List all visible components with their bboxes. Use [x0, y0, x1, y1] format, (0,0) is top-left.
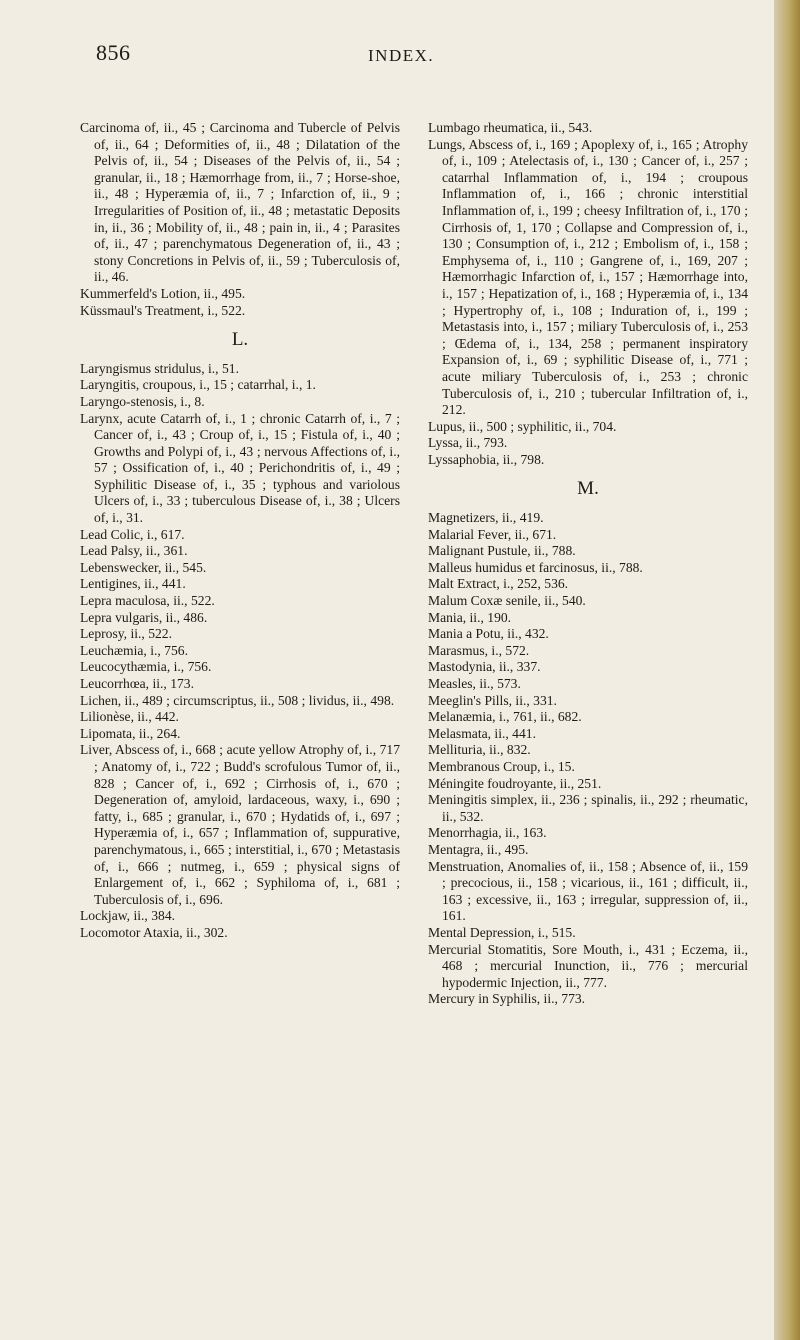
index-entry: Leucocythæmia, i., 756.	[80, 659, 212, 675]
index-entry-larynx: Larynx, acute Catarrh of, i., 1 ; chronic Catarrh of, i., 7 ; Cancer of, i., 43 ; Croup of, i., 15 ; Fistula of, i., 40 ; Growths and Polypi of, i., 43 ; nervous Affections of, i., 57 ; Ossification of, i., 40 ; Perichondritis of, i., 49 ; Syphilitic Disease of, i., 35 ; typhous and variolous Ulcers of, i., 33 ; tuberculous Disease of, i., 38 ; Ulcers of, i., 31.	[80, 410, 400, 526]
index-entry: Melasmata, ii., 441.	[428, 725, 536, 741]
index-entry: Lead Palsy, ii., 361.	[80, 543, 188, 559]
index-entry: Mania, ii., 190.	[428, 609, 512, 625]
section-letter-l: L.	[231, 329, 249, 351]
page-number: 856	[96, 40, 131, 65]
index-entry: Mercurial Stomatitis, Sore Mouth, i., 431 ; Eczema, ii., 468 ; mercurial Inunction, ii., 776 ; mercurial hypodermic Injection, ii., 777.	[428, 941, 748, 990]
index-entry: Lupus, ii., 500 ; syphilitic, ii., 704.	[428, 418, 617, 434]
index-entry: Marasmus, i., 572.	[428, 642, 530, 658]
index-entry: Leprosy, ii., 522.	[80, 626, 172, 642]
index-entry: Laryngismus stridulus, i., 51.	[80, 360, 239, 376]
index-entry: Mellituria, ii., 832.	[428, 742, 531, 758]
index-column-left	[80, 120, 400, 942]
index-entry: Küssmaul's Treatment, i., 522.	[80, 302, 246, 318]
index-entry: Magnetizers, ii., 419.	[428, 510, 544, 526]
index-entry: Lipomata, ii., 264.	[80, 725, 181, 741]
index-entry: Lepra vulgaris, ii., 486.	[80, 609, 208, 625]
index-entry: Lichen, ii., 489 ; circumscriptus, ii., 508 ; lividus, ii., 498.	[80, 692, 395, 708]
index-entry: Laryngo-stenosis, i., 8.	[80, 393, 205, 409]
index-entry: Leuchæmia, i., 756.	[80, 642, 188, 658]
index-entry: Melanæmia, i., 761, ii., 682.	[428, 709, 582, 725]
index-entry-menstruation: Menstruation, Anomalies of, ii., 158 ; Absence of, ii., 159 ; precocious, ii., 158 ; vicarious, ii., 161 ; difficult, ii., 163 ; excessive, ii., 163 ; irregular, suppression of, ii., 161.	[428, 858, 748, 924]
index-entry: Malt Extract, i., 252, 536.	[428, 576, 569, 592]
index-entry: Lumbago rheumatica, ii., 543.	[428, 120, 593, 135]
index-entry: Malleus humidus et farcinosus, ii., 788.	[428, 559, 643, 575]
index-entry: Membranous Croup, i., 15.	[428, 758, 575, 774]
index-entry: Lebenswecker, ii., 545.	[80, 559, 207, 575]
index-entry: Mastodynia, ii., 337.	[428, 659, 541, 675]
index-entry: Mentagra, ii., 495.	[428, 841, 529, 857]
index-entry: Malignant Pustule, ii., 788.	[428, 543, 576, 559]
index-entry: Kummerfeld's Lotion, ii., 495.	[80, 285, 246, 301]
index-entry: Lentigines, ii., 441.	[80, 576, 186, 592]
index-entry: Lyssa, ii., 793.	[428, 435, 508, 451]
index-entry: Mercury in Syphilis, ii., 773.	[428, 991, 586, 1007]
index-entry: Mental Depression, i., 515.	[428, 924, 576, 940]
index-entry: Meningitis simplex, ii., 236 ; spinalis, ii., 292 ; rheumatic, ii., 532.	[428, 792, 748, 824]
index-entry: Measles, ii., 573.	[428, 676, 521, 691]
index-entry: Lepra maculosa, ii., 522.	[80, 593, 215, 609]
index-entry: Lead Colic, i., 617.	[80, 526, 185, 542]
index-entry: Leucorrhœa, ii., 173.	[80, 676, 195, 691]
index-entry: Locomotor Ataxia, ii., 302.	[80, 924, 228, 940]
running-head: INDEX.	[368, 46, 435, 65]
index-entry: Mania a Potu, ii., 432.	[428, 626, 549, 642]
index-entry: Menorrhagia, ii., 163.	[428, 825, 547, 841]
index-entry-liver: Liver, Abscess of, i., 668 ; acute yellow Atrophy of, i., 717 ; Anatomy of, i., 722 ; Budd's scrofulous Tumor of, ii., 828 ; Cancer of, i., 692 ; Cirrhosis of, i., 670 ; Degeneration of, amyloid, lardaceous, waxy, i., 690 ; fatty, i., 685 ; granular, i., 670 ; Hydatids of, i., 697 ; Hyperæmia of, i., 657 ; Inflammation of, suppurative, parenchymatous, i., 665 ; interstitial, i., 670 ; Metastasis of, i., 666 ; nutmeg, i., 659 ; physical signs of Enlargement of, i., 662 ; Syphiloma of, i., 681 ; Tuberculosis of, i., 696.	[80, 742, 400, 907]
index-entry-lungs: Lungs, Abscess of, i., 169 ; Apoplexy of, i., 165 ; Atrophy of, i., 109 ; Atelectasis of, i., 130 ; Cancer of, i., 257 ; catarrhal Inflammation of, i., 194 ; croupous Inflammation of, i., 166 ; chronic interstitial Inflammation of, i., 199 ; cheesy Infiltration of, i., 170 ; Cirrhosis of, 1, 170 ; Collapse and Compression of, i., 130 ; Consumption of, i., 212 ; Embolism of, i., 158 ; Emphysema of, i., 110 ; Gangrene of, i., 169, 207 ; Hæmorrhagic Infarction of, i., 157 ; Hæmorrhage into, i., 157 ; Hepatization of, i., 168 ; Hyperæmia of, i., 134 ; Hypertrophy of, i., 108 ; Induration of, i., 199 ; Metastasis into, i., 157 ; miliary Tuberculosis of, i., 253 ; Œdema of, i., 134, 258 ; permanent inspiratory Expansion of, i., 69 ; syphilitic Disease of, i., 771 ; acute miliary Tuberculosis of, i., 253 ; chronic Tuberculosis of, i., 210 ; tubercular Infiltration of, i., 212.	[428, 136, 748, 418]
section-letter-m: M.	[577, 478, 599, 500]
index-entry: Lyssaphobia, ii., 798.	[428, 451, 545, 467]
page-edge	[774, 0, 800, 1340]
index-entry: Malum Coxæ senile, ii., 540.	[428, 593, 586, 609]
index-entry: Meeglin's Pills, ii., 331.	[428, 692, 557, 708]
index-entry: Lilionèse, ii., 442.	[80, 709, 179, 725]
index-column-right	[428, 120, 748, 1008]
index-entry-kidneys: Carcinoma of, ii., 45 ; Carcinoma and Tubercle of Pelvis of, ii., 64 ; Deformities of, ii., 48 ; Dilatation of the Pelvis of, ii., 54 ; Diseases of the Pelvis of, ii., 54 ; granular, ii., 18 ; Hæmorrhage from, ii., 7 ; Horse-shoe, ii., 48 ; Hyperæmia of, ii., 7 ; Infarction of, ii., 9 ; Irregularities of Position of, ii., 48 ; metastatic Deposits in, ii., 36 ; Mobility of, ii., 48 ; pain in, ii., 4 ; Parasites of, ii., 47 ; parenchymatous Degeneration of, ii., 43 ; stony Concretions in Pelvis of, ii., 59 ; Tuberculosis of, ii., 46.	[80, 120, 400, 285]
index-entry: Malarial Fever, ii., 671.	[428, 526, 557, 542]
index-entry: Lockjaw, ii., 384.	[80, 908, 176, 924]
index-entry: Laryngitis, croupous, i., 15 ; catarrhal, i., 1.	[80, 377, 316, 393]
index-entry: Méningite foudroyante, ii., 251.	[428, 775, 602, 791]
